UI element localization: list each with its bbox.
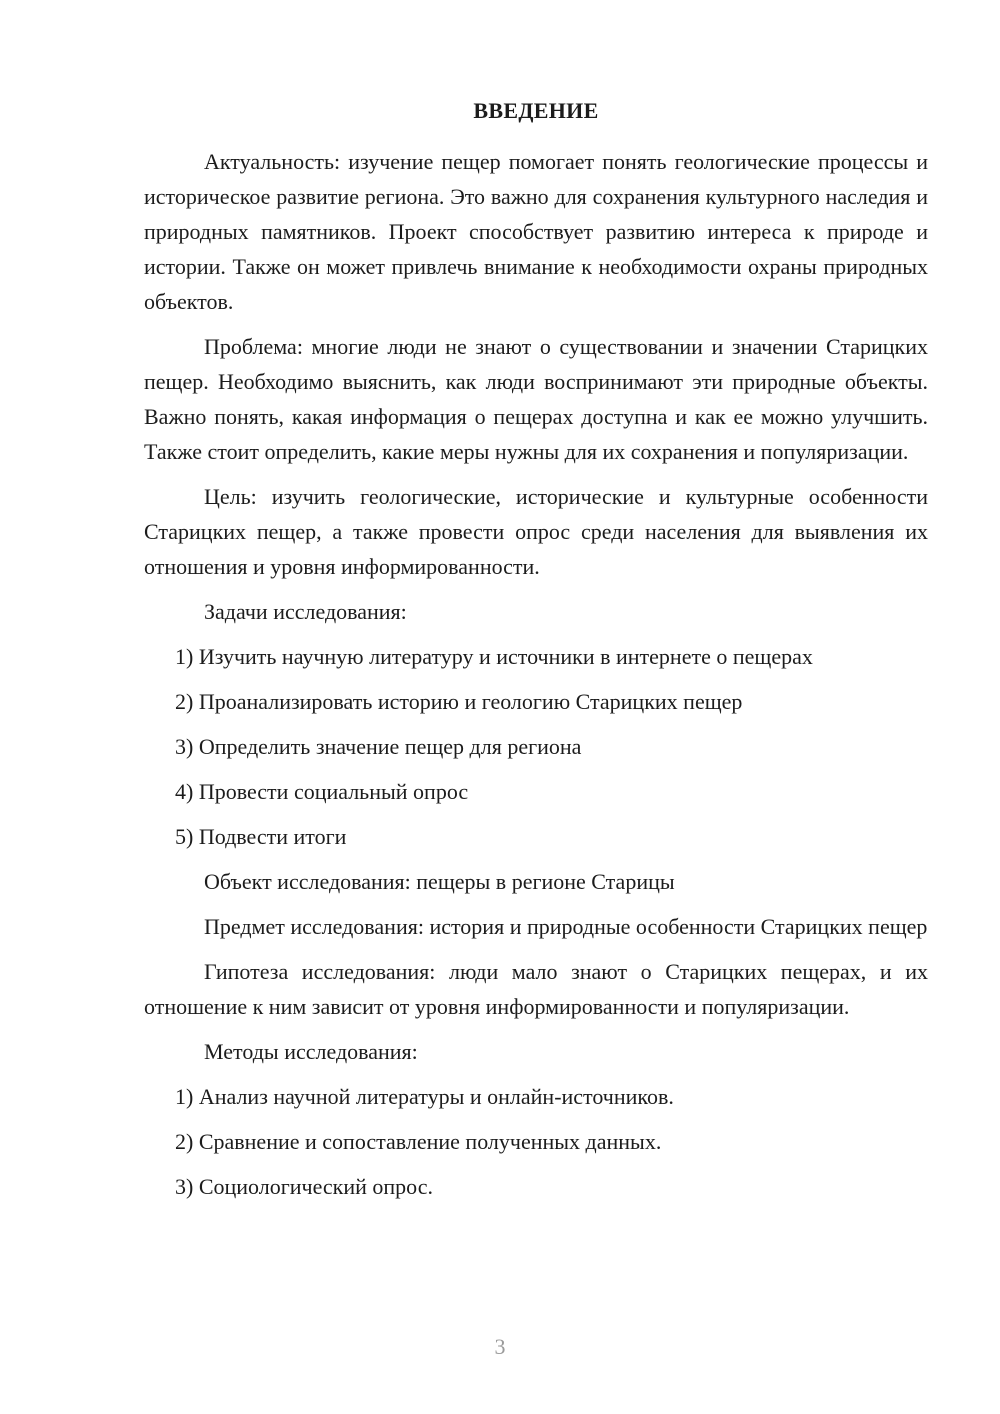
problem-paragraph: Проблема: многие люди не знают о существовании и значении Старицких пещер. Необходимо выяснить, как люди воспринимают эти природные объекты. Важно понять, какая информация о пещерах доступна и как ее можно улучшить. Также стоит определить, какие меры нужны для их сохранения и популяризации. (144, 334, 928, 464)
methods-list (144, 1079, 928, 1204)
goal-paragraph: Цель: изучить геологические, исторические и культурные особенности Старицких пещер, а также провести опрос среди населения для выявления их отношения и уровня информированности. (144, 484, 928, 579)
tasks-heading: Задачи исследования: (204, 599, 407, 624)
hypothesis-paragraph: Гипотеза исследования: люди мало знают о Старицких пещерах, и их отношение к ним зависит от уровня информированности и популяризации. (144, 959, 928, 1019)
document-page (144, 96, 928, 1214)
object-paragraph: Объект исследования: пещеры в регионе Старицы (204, 869, 675, 894)
method-item: 2) Сравнение и сопоставление полученных данных. (175, 1129, 662, 1154)
subject-paragraph: Предмет исследования: история и природные особенности Старицких пещер (204, 914, 928, 939)
method-item: 1) Анализ научной литературы и онлайн-источников. (175, 1084, 674, 1109)
page-number: 3 (494, 1334, 506, 1359)
task-item: 2) Проанализировать историю и геологию Старицких пещер (175, 689, 743, 714)
method-item: 3) Социологический опрос. (175, 1174, 433, 1199)
section-title: ВВЕДЕНИЕ (473, 98, 599, 123)
methods-heading: Методы исследования: (204, 1039, 418, 1064)
tasks-list (144, 639, 928, 854)
task-item: 4) Провести социальный опрос (175, 779, 469, 804)
task-item: 3) Определить значение пещер для региона (175, 734, 582, 759)
task-item: 5) Подвести итоги (175, 824, 347, 849)
relevance-paragraph: Актуальность: изучение пещер помогает понять геологические процессы и историческое развитие региона. Это важно для сохранения культурного наследия и природных памятников. Проект способствует развитию интереса к природе и истории. Также он может привлечь внимание к необходимости охраны природных объектов. (144, 149, 928, 314)
task-item: 1) Изучить научную литературу и источники в интернете о пещерах (175, 644, 813, 669)
